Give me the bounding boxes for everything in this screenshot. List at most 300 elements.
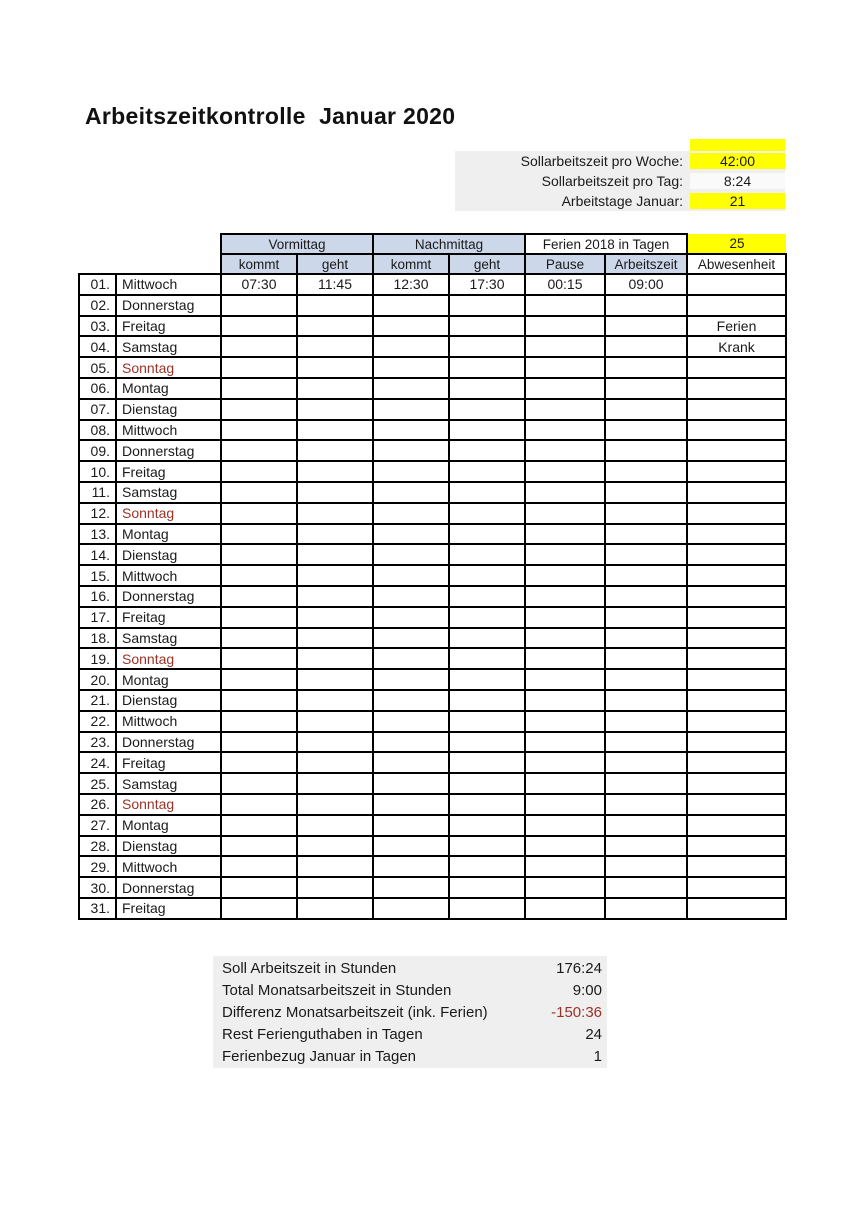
- day-number-cell: 16.: [79, 586, 116, 607]
- day-number-cell: 12.: [79, 503, 116, 524]
- vormittag-geht-cell: [297, 336, 373, 357]
- vormittag-kommt-cell: [221, 586, 297, 607]
- nachmittag-kommt-cell: [373, 482, 449, 503]
- pause-cell: [525, 898, 605, 919]
- header-spacer: [79, 254, 221, 274]
- arbeitszeit-cell: [605, 856, 687, 877]
- day-name-cell: Donnerstag: [116, 295, 221, 316]
- day-number-cell: 25.: [79, 773, 116, 794]
- vormittag-geht-cell: [297, 440, 373, 461]
- pause-cell: [525, 420, 605, 441]
- nachmittag-geht-cell: [449, 399, 525, 420]
- pause-cell: [525, 732, 605, 753]
- abwesenheit-cell: [687, 732, 786, 753]
- arbeitszeit-cell: [605, 794, 687, 815]
- arbeitszeit-cell: [605, 378, 687, 399]
- nachmittag-geht-cell: [449, 607, 525, 628]
- vormittag-kommt-cell: [221, 544, 297, 565]
- nachmittag-kommt-cell: [373, 378, 449, 399]
- day-number-cell: 20.: [79, 669, 116, 690]
- nachmittag-geht-cell: [449, 378, 525, 399]
- summary-row: [213, 1023, 607, 1045]
- nachmittag-geht-cell: [449, 752, 525, 773]
- nachmittag-kommt-cell: 12:30: [373, 274, 449, 295]
- day-name-cell: Mittwoch: [116, 565, 221, 586]
- pause-cell: [525, 607, 605, 628]
- summary-panel: [213, 956, 607, 1068]
- nachmittag-geht-cell: [449, 732, 525, 753]
- day-number-cell: 22.: [79, 711, 116, 732]
- table-row: [79, 274, 786, 295]
- info-value: 21: [690, 193, 785, 209]
- day-name-cell: Mittwoch: [116, 711, 221, 732]
- nachmittag-kommt-cell: [373, 357, 449, 378]
- day-number-cell: 30.: [79, 877, 116, 898]
- nachmittag-kommt-cell: [373, 628, 449, 649]
- column-header-geht-nachmittag: geht: [449, 254, 525, 274]
- nachmittag-kommt-cell: [373, 877, 449, 898]
- summary-value: 9:00: [572, 981, 602, 999]
- abwesenheit-cell: [687, 815, 786, 836]
- vormittag-kommt-cell: [221, 711, 297, 732]
- vormittag-geht-cell: [297, 524, 373, 545]
- day-name-cell: Montag: [116, 669, 221, 690]
- abwesenheit-cell: [687, 856, 786, 877]
- day-name-cell: Donnerstag: [116, 586, 221, 607]
- nachmittag-kommt-cell: [373, 898, 449, 919]
- timesheet-table: [78, 233, 787, 920]
- nachmittag-kommt-cell: [373, 648, 449, 669]
- abwesenheit-cell: [687, 482, 786, 503]
- day-number-cell: 21.: [79, 690, 116, 711]
- table-row: [79, 399, 786, 420]
- vormittag-geht-cell: [297, 503, 373, 524]
- nachmittag-kommt-cell: [373, 815, 449, 836]
- nachmittag-geht-cell: [449, 628, 525, 649]
- abwesenheit-cell: [687, 440, 786, 461]
- day-number-cell: 06.: [79, 378, 116, 399]
- nachmittag-kommt-cell: [373, 773, 449, 794]
- abwesenheit-cell: [687, 420, 786, 441]
- nachmittag-geht-cell: [449, 711, 525, 732]
- nachmittag-kommt-cell: [373, 732, 449, 753]
- arbeitszeit-cell: [605, 482, 687, 503]
- ferien-header-value: 25: [687, 234, 786, 254]
- vormittag-kommt-cell: [221, 295, 297, 316]
- info-row: [455, 191, 785, 211]
- arbeitszeit-cell: [605, 565, 687, 586]
- table-row: [79, 316, 786, 337]
- day-number-cell: 10.: [79, 461, 116, 482]
- vormittag-kommt-cell: [221, 378, 297, 399]
- summary-row: [213, 1001, 607, 1023]
- day-name-cell: Freitag: [116, 316, 221, 337]
- abwesenheit-cell: [687, 648, 786, 669]
- group-header-row: [79, 234, 786, 254]
- nachmittag-geht-cell: [449, 440, 525, 461]
- vormittag-geht-cell: [297, 752, 373, 773]
- pause-cell: [525, 877, 605, 898]
- day-number-cell: 14.: [79, 544, 116, 565]
- info-panel: [455, 151, 785, 211]
- vormittag-geht-cell: [297, 586, 373, 607]
- arbeitszeit-cell: [605, 836, 687, 857]
- nachmittag-geht-cell: [449, 669, 525, 690]
- day-name-cell: Dienstag: [116, 544, 221, 565]
- abwesenheit-cell: [687, 544, 786, 565]
- arbeitszeit-cell: [605, 607, 687, 628]
- arbeitszeit-cell: [605, 648, 687, 669]
- vormittag-geht-cell: [297, 669, 373, 690]
- nachmittag-kommt-cell: [373, 316, 449, 337]
- vormittag-kommt-cell: [221, 357, 297, 378]
- vormittag-geht-cell: [297, 316, 373, 337]
- nachmittag-geht-cell: [449, 295, 525, 316]
- nachmittag-kommt-cell: [373, 461, 449, 482]
- page-title: Arbeitszeitkontrolle Januar 2020: [85, 103, 456, 129]
- arbeitszeit-cell: [605, 773, 687, 794]
- day-name-cell: Sonntag: [116, 794, 221, 815]
- pause-cell: [525, 586, 605, 607]
- table-row: [79, 856, 786, 877]
- info-value: 42:00: [690, 153, 785, 169]
- vormittag-kommt-cell: [221, 669, 297, 690]
- vormittag-geht-cell: [297, 544, 373, 565]
- abwesenheit-cell: [687, 586, 786, 607]
- vormittag-kommt-cell: [221, 607, 297, 628]
- day-number-cell: 19.: [79, 648, 116, 669]
- pause-cell: [525, 399, 605, 420]
- abwesenheit-cell: [687, 357, 786, 378]
- day-name-cell: Freitag: [116, 607, 221, 628]
- summary-value: 24: [585, 1025, 602, 1043]
- column-header-row: [79, 254, 786, 274]
- abwesenheit-cell: [687, 607, 786, 628]
- abwesenheit-cell: [687, 898, 786, 919]
- arbeitszeit-cell: [605, 586, 687, 607]
- day-name-cell: Donnerstag: [116, 440, 221, 461]
- pause-cell: [525, 461, 605, 482]
- table-row: [79, 628, 786, 649]
- table-row: [79, 336, 786, 357]
- arbeitszeit-cell: [605, 524, 687, 545]
- nachmittag-kommt-cell: [373, 399, 449, 420]
- vormittag-kommt-cell: [221, 440, 297, 461]
- nachmittag-geht-cell: [449, 524, 525, 545]
- vormittag-kommt-cell: [221, 316, 297, 337]
- pause-cell: [525, 440, 605, 461]
- abwesenheit-cell: [687, 378, 786, 399]
- table-row: [79, 503, 786, 524]
- pause-cell: [525, 815, 605, 836]
- abwesenheit-cell: [687, 690, 786, 711]
- summary-label: Soll Arbeitszeit in Stunden: [222, 959, 397, 977]
- day-name-cell: Montag: [116, 815, 221, 836]
- pause-cell: [525, 544, 605, 565]
- table-row: [79, 815, 786, 836]
- vormittag-kommt-cell: [221, 898, 297, 919]
- arbeitszeit-cell: 09:00: [605, 274, 687, 295]
- pause-cell: [525, 669, 605, 690]
- day-number-cell: 09.: [79, 440, 116, 461]
- nachmittag-kommt-cell: [373, 752, 449, 773]
- summary-label: Ferienbezug Januar in Tagen: [222, 1047, 417, 1065]
- day-number-cell: 03.: [79, 316, 116, 337]
- pause-cell: [525, 357, 605, 378]
- nachmittag-geht-cell: [449, 877, 525, 898]
- nachmittag-geht-cell: [449, 815, 525, 836]
- column-header-geht-vormittag: geht: [297, 254, 373, 274]
- summary-label: Rest Ferienguthaben in Tagen: [222, 1025, 423, 1043]
- vormittag-kommt-cell: [221, 336, 297, 357]
- summary-row: [213, 1045, 607, 1067]
- summary-row: [213, 979, 607, 1001]
- vormittag-kommt-cell: [221, 461, 297, 482]
- table-row: [79, 690, 786, 711]
- arbeitszeit-cell: [605, 628, 687, 649]
- info-label: Arbeitstage Januar:: [561, 193, 683, 209]
- nachmittag-kommt-cell: [373, 690, 449, 711]
- column-header-arbeitszeit: Arbeitszeit: [605, 254, 687, 274]
- vormittag-geht-cell: [297, 732, 373, 753]
- day-name-cell: Samstag: [116, 773, 221, 794]
- vormittag-kommt-cell: [221, 752, 297, 773]
- arbeitszeit-cell: [605, 295, 687, 316]
- nachmittag-geht-cell: [449, 648, 525, 669]
- arbeitszeit-cell: [605, 815, 687, 836]
- nachmittag-geht-cell: [449, 690, 525, 711]
- table-row: [79, 440, 786, 461]
- vormittag-geht-cell: [297, 815, 373, 836]
- pause-cell: [525, 336, 605, 357]
- abwesenheit-cell: [687, 794, 786, 815]
- vormittag-kommt-cell: [221, 524, 297, 545]
- summary-value: -150:36: [551, 1003, 602, 1021]
- nachmittag-geht-cell: [449, 565, 525, 586]
- nachmittag-kommt-cell: [373, 856, 449, 877]
- pause-cell: [525, 648, 605, 669]
- day-name-cell: Sonntag: [116, 648, 221, 669]
- day-name-cell: Sonntag: [116, 357, 221, 378]
- arbeitszeit-cell: [605, 752, 687, 773]
- vormittag-kommt-cell: [221, 648, 297, 669]
- vormittag-geht-cell: [297, 877, 373, 898]
- arbeitszeit-cell: [605, 732, 687, 753]
- vormittag-kommt-cell: [221, 503, 297, 524]
- header-spacer: [79, 234, 221, 254]
- vormittag-kommt-cell: [221, 420, 297, 441]
- table-row: [79, 877, 786, 898]
- summary-label: Total Monatsarbeitszeit in Stunden: [222, 981, 452, 999]
- info-label: Sollarbeitszeit pro Tag:: [541, 173, 683, 189]
- table-row: [79, 711, 786, 732]
- abwesenheit-cell: [687, 524, 786, 545]
- arbeitszeit-cell: [605, 690, 687, 711]
- summary-value: 176:24: [556, 959, 602, 977]
- info-label: Sollarbeitszeit pro Woche:: [520, 153, 683, 169]
- nachmittag-kommt-cell: [373, 524, 449, 545]
- table-row: [79, 648, 786, 669]
- column-header-kommt-vormittag: kommt: [221, 254, 297, 274]
- nachmittag-kommt-cell: [373, 607, 449, 628]
- day-name-cell: Freitag: [116, 752, 221, 773]
- day-number-cell: 28.: [79, 836, 116, 857]
- vormittag-geht-cell: [297, 628, 373, 649]
- day-name-cell: Samstag: [116, 628, 221, 649]
- table-row: [79, 836, 786, 857]
- vormittag-geht-cell: [297, 794, 373, 815]
- day-number-cell: 11.: [79, 482, 116, 503]
- arbeitszeit-cell: [605, 316, 687, 337]
- column-header-pause: Pause: [525, 254, 605, 274]
- vormittag-kommt-cell: [221, 399, 297, 420]
- pause-cell: [525, 711, 605, 732]
- arbeitszeit-cell: [605, 898, 687, 919]
- table-row: [79, 794, 786, 815]
- table-row: [79, 524, 786, 545]
- nachmittag-geht-cell: [449, 836, 525, 857]
- vormittag-kommt-cell: [221, 836, 297, 857]
- table-row: [79, 357, 786, 378]
- day-number-cell: 13.: [79, 524, 116, 545]
- nachmittag-geht-cell: [449, 420, 525, 441]
- arbeitszeit-cell: [605, 711, 687, 732]
- day-number-cell: 17.: [79, 607, 116, 628]
- vormittag-geht-cell: [297, 461, 373, 482]
- abwesenheit-cell: [687, 628, 786, 649]
- table-row: [79, 420, 786, 441]
- table-row: [79, 461, 786, 482]
- vormittag-kommt-cell: [221, 877, 297, 898]
- day-number-cell: 08.: [79, 420, 116, 441]
- abwesenheit-cell: [687, 711, 786, 732]
- vormittag-geht-cell: [297, 378, 373, 399]
- vormittag-geht-cell: 11:45: [297, 274, 373, 295]
- vormittag-kommt-cell: [221, 565, 297, 586]
- abwesenheit-cell: [687, 274, 786, 295]
- pause-cell: [525, 295, 605, 316]
- nachmittag-kommt-cell: [373, 544, 449, 565]
- day-number-cell: 01.: [79, 274, 116, 295]
- day-number-cell: 23.: [79, 732, 116, 753]
- arbeitszeit-cell: [605, 420, 687, 441]
- nachmittag-geht-cell: 17:30: [449, 274, 525, 295]
- table-row: [79, 295, 786, 316]
- nachmittag-kommt-cell: [373, 440, 449, 461]
- table-row: [79, 669, 786, 690]
- arbeitszeit-cell: [605, 544, 687, 565]
- day-name-cell: Mittwoch: [116, 420, 221, 441]
- day-name-cell: Montag: [116, 524, 221, 545]
- day-name-cell: Mittwoch: [116, 274, 221, 295]
- abwesenheit-cell: [687, 773, 786, 794]
- day-number-cell: 04.: [79, 336, 116, 357]
- vormittag-geht-cell: [297, 898, 373, 919]
- nachmittag-kommt-cell: [373, 295, 449, 316]
- table-row: [79, 586, 786, 607]
- abwesenheit-cell: Krank: [687, 336, 786, 357]
- day-number-cell: 27.: [79, 815, 116, 836]
- day-name-cell: Mittwoch: [116, 856, 221, 877]
- day-number-cell: 31.: [79, 898, 116, 919]
- arbeitszeit-cell: [605, 399, 687, 420]
- column-header-kommt-nachmittag: kommt: [373, 254, 449, 274]
- arbeitszeit-cell: [605, 877, 687, 898]
- abwesenheit-cell: [687, 877, 786, 898]
- day-name-cell: Samstag: [116, 336, 221, 357]
- pause-cell: [525, 524, 605, 545]
- ferien-header-label: Ferien 2018 in Tagen: [525, 234, 687, 254]
- abwesenheit-cell: [687, 295, 786, 316]
- arbeitszeit-cell: [605, 461, 687, 482]
- vormittag-kommt-cell: 07:30: [221, 274, 297, 295]
- vormittag-kommt-cell: [221, 794, 297, 815]
- table-row: [79, 898, 786, 919]
- day-number-cell: 24.: [79, 752, 116, 773]
- nachmittag-kommt-cell: [373, 565, 449, 586]
- pause-cell: [525, 690, 605, 711]
- highlight-strip: [690, 139, 785, 151]
- day-number-cell: 02.: [79, 295, 116, 316]
- nachmittag-geht-cell: [449, 586, 525, 607]
- table-row: [79, 607, 786, 628]
- day-name-cell: Freitag: [116, 461, 221, 482]
- arbeitszeit-cell: [605, 336, 687, 357]
- day-name-cell: Samstag: [116, 482, 221, 503]
- nachmittag-kommt-cell: [373, 503, 449, 524]
- pause-cell: [525, 565, 605, 586]
- day-name-cell: Sonntag: [116, 503, 221, 524]
- vormittag-kommt-cell: [221, 732, 297, 753]
- pause-cell: [525, 503, 605, 524]
- vormittag-geht-cell: [297, 357, 373, 378]
- arbeitszeit-cell: [605, 357, 687, 378]
- vormittag-geht-cell: [297, 648, 373, 669]
- pause-cell: [525, 773, 605, 794]
- pause-cell: 00:15: [525, 274, 605, 295]
- nachmittag-geht-cell: [449, 336, 525, 357]
- vormittag-kommt-cell: [221, 628, 297, 649]
- table-row: [79, 752, 786, 773]
- pause-cell: [525, 316, 605, 337]
- nachmittag-geht-cell: [449, 461, 525, 482]
- vormittag-geht-cell: [297, 295, 373, 316]
- table-row: [79, 544, 786, 565]
- nachmittag-group-header: Nachmittag: [373, 234, 525, 254]
- nachmittag-geht-cell: [449, 503, 525, 524]
- abwesenheit-cell: [687, 752, 786, 773]
- day-number-cell: 26.: [79, 794, 116, 815]
- abwesenheit-cell: Ferien: [687, 316, 786, 337]
- nachmittag-kommt-cell: [373, 420, 449, 441]
- vormittag-geht-cell: [297, 420, 373, 441]
- table-row: [79, 773, 786, 794]
- day-name-cell: Donnerstag: [116, 732, 221, 753]
- nachmittag-geht-cell: [449, 773, 525, 794]
- vormittag-geht-cell: [297, 856, 373, 877]
- nachmittag-geht-cell: [449, 544, 525, 565]
- day-name-cell: Donnerstag: [116, 877, 221, 898]
- abwesenheit-cell: [687, 836, 786, 857]
- arbeitszeit-cell: [605, 440, 687, 461]
- arbeitszeit-cell: [605, 669, 687, 690]
- table-row: [79, 732, 786, 753]
- vormittag-geht-cell: [297, 607, 373, 628]
- nachmittag-geht-cell: [449, 898, 525, 919]
- vormittag-kommt-cell: [221, 815, 297, 836]
- info-row: [455, 151, 785, 171]
- abwesenheit-cell: [687, 461, 786, 482]
